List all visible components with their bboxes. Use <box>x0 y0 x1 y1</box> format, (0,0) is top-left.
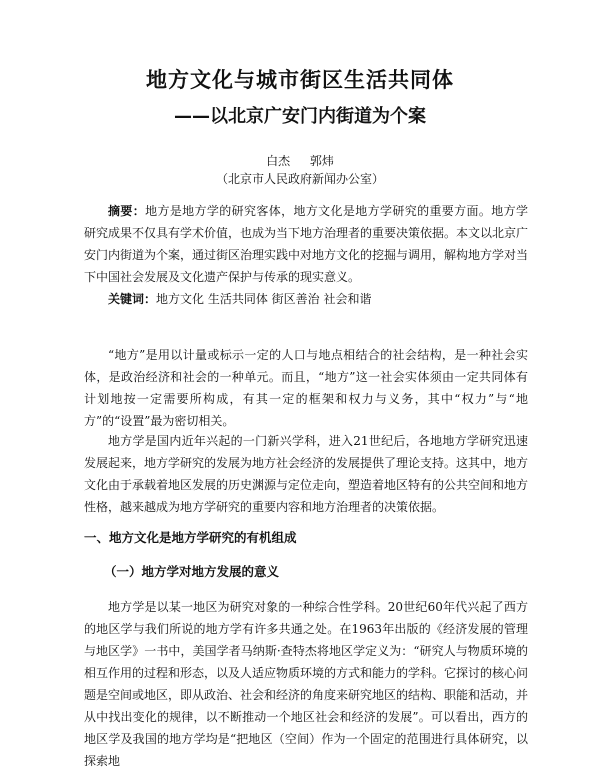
body-paragraph: 地方学是以某一地区为研究对象的一种综合性学科。20世纪60年代兴起了西方的地区学与我们所说的地方学有许多共通之处。在1963年出版的《经济发展的管理与地区学》一书中，美国学者马纳斯·查特杰将地区学定义为：“研究人与物质环境的相互作用的过程和形态，以及人适应物质环境的方式和能力的学科。它探讨的核心问题是空间或地区，即从政治、社会和经济的角度来研究地区的结构、职能和活动，并从中找出变化的规律，以不断推动一个地区社会和经济的发展”。可以看出，西方的地区学及我国的地方学均是“把地区（空间）作为一个固定的范围进行具体研究，以探索地 <box>84 600 529 768</box>
keywords-text: 地方文化 生活共同体 街区善治 社会和谐 <box>156 292 372 306</box>
abstract-text: 地方是地方学的研究客体，地方文化是地方学研究的重要方面。地方学研究成果不仅具有学术价值，也成为当下地方治理者的重要决策依据。本文以北京广安门内街道为个案，通过街区治理实践中对地方文化的挖掘与调用，解构地方学对当下中国社会发展及文化遗产保护与传承的现实意义。 <box>84 204 529 284</box>
paper-subtitle: ——以北京广安门内街道为个案 <box>174 106 426 127</box>
author-line <box>0 152 600 169</box>
author-name: 白杰 <box>266 154 291 168</box>
keywords-label: 关键词： <box>108 292 157 306</box>
author-name: 郭炜 <box>309 154 334 168</box>
body-paragraph: “地方”是用以计量或标示一定的人口与地点相结合的社会结构，是一种社会实体，是政治经济和社会的一种单元。而且，“地方”这一社会实体须由一定共同体有计划地按一定需要所构成，有其一定的框架和权力与义务，其中“权力”与“地方”的“设置”最为密切相关。 <box>84 348 528 428</box>
paper-title: 地方文化与城市街区生活共同体 <box>146 68 454 92</box>
abstract <box>84 200 528 288</box>
section-heading: 一、地方文化是地方学研究的有机组成 <box>84 530 297 545</box>
body-paragraph: 地方学是国内近年兴起的一门新兴学科，进入21世纪后，各地地方学研究迅速发展起来，地方学研究的发展为地方社会经济的发展提供了理论支持。这其中，地方文化由于承载着地区发展的历史渊源与定位走向，塑造着地区特有的公共空间和地方性格，越来越成为地方学研究的重要内容和地方治理者的决策依据。 <box>84 434 529 514</box>
keywords <box>84 288 528 310</box>
subsection-heading: （一）地方学对地方发展的意义 <box>104 564 280 579</box>
abstract-label: 摘要： <box>108 204 146 218</box>
author-affiliation: （北京市人民政府新闻办公室） <box>215 172 384 186</box>
